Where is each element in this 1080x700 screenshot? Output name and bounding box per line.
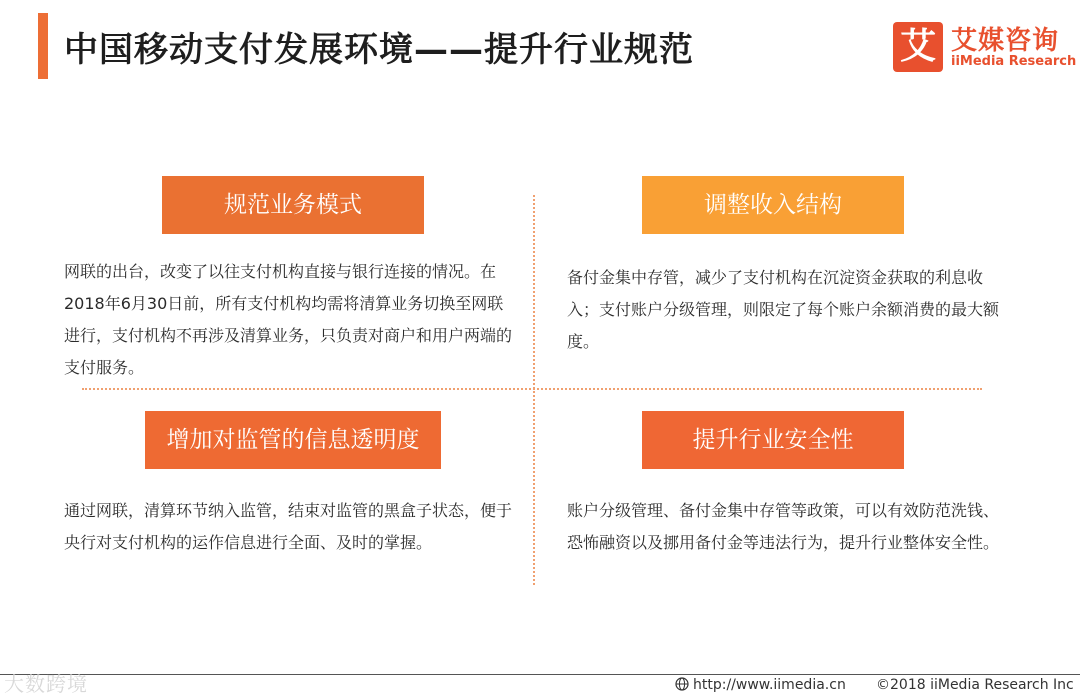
section-text-revenue-structure: 备付金集中存管，减少了支付机构在沉淀资金获取的利息收入；支付账户分级管理，则限定了每个账户余额消费的最大额度。 bbox=[567, 268, 1000, 351]
vertical-divider bbox=[533, 195, 535, 585]
title-accent-bar bbox=[38, 13, 48, 79]
logo-name-en: iiMedia Research bbox=[951, 54, 1077, 69]
watermark-text: 大数跨境 bbox=[4, 672, 88, 696]
section-text-business-model: 网联的出台，改变了以往支付机构直接与银行连接的情况。在2018年6月30日前，所有支付机构均需将清算业务切换至网联进行，支付机构不再涉及清算业务，只负责对商户和用户两端的支付服务。 bbox=[64, 262, 513, 377]
globe-icon bbox=[675, 677, 689, 691]
footer-url-text[interactable]: http://www.iimedia.cn bbox=[693, 677, 846, 693]
logo-name-cn: 艾媒咨询 bbox=[951, 26, 1060, 56]
iimedia-logo bbox=[893, 22, 1077, 74]
section-heading-transparency: 增加对监管的信息透明度 bbox=[145, 411, 441, 469]
section-heading-security: 提升行业安全性 bbox=[642, 411, 904, 469]
section-text-transparency: 通过网联，清算环节纳入监管，结束对监管的黑盒子状态，便于央行对支付机构的运作信息进行全面、及时的掌握。 bbox=[64, 501, 513, 552]
footer-url[interactable] bbox=[675, 677, 846, 693]
footer-copyright: ©2018 iiMedia Research Inc bbox=[876, 677, 1074, 693]
section-heading-revenue-structure: 调整收入结构 bbox=[642, 176, 904, 234]
footer-rule bbox=[0, 674, 1080, 675]
section-text-security: 账户分级管理、备付金集中存管等政策，可以有效防范洗钱、恐怖融资以及挪用备付金等违法行为，提升行业整体安全性。 bbox=[567, 501, 1000, 552]
section-heading-business-model: 规范业务模式 bbox=[162, 176, 424, 234]
logo-mark: 艾 bbox=[893, 22, 943, 72]
horizontal-divider bbox=[82, 388, 982, 390]
page-title: 中国移动支付发展环境——提升行业规范 bbox=[64, 30, 694, 70]
